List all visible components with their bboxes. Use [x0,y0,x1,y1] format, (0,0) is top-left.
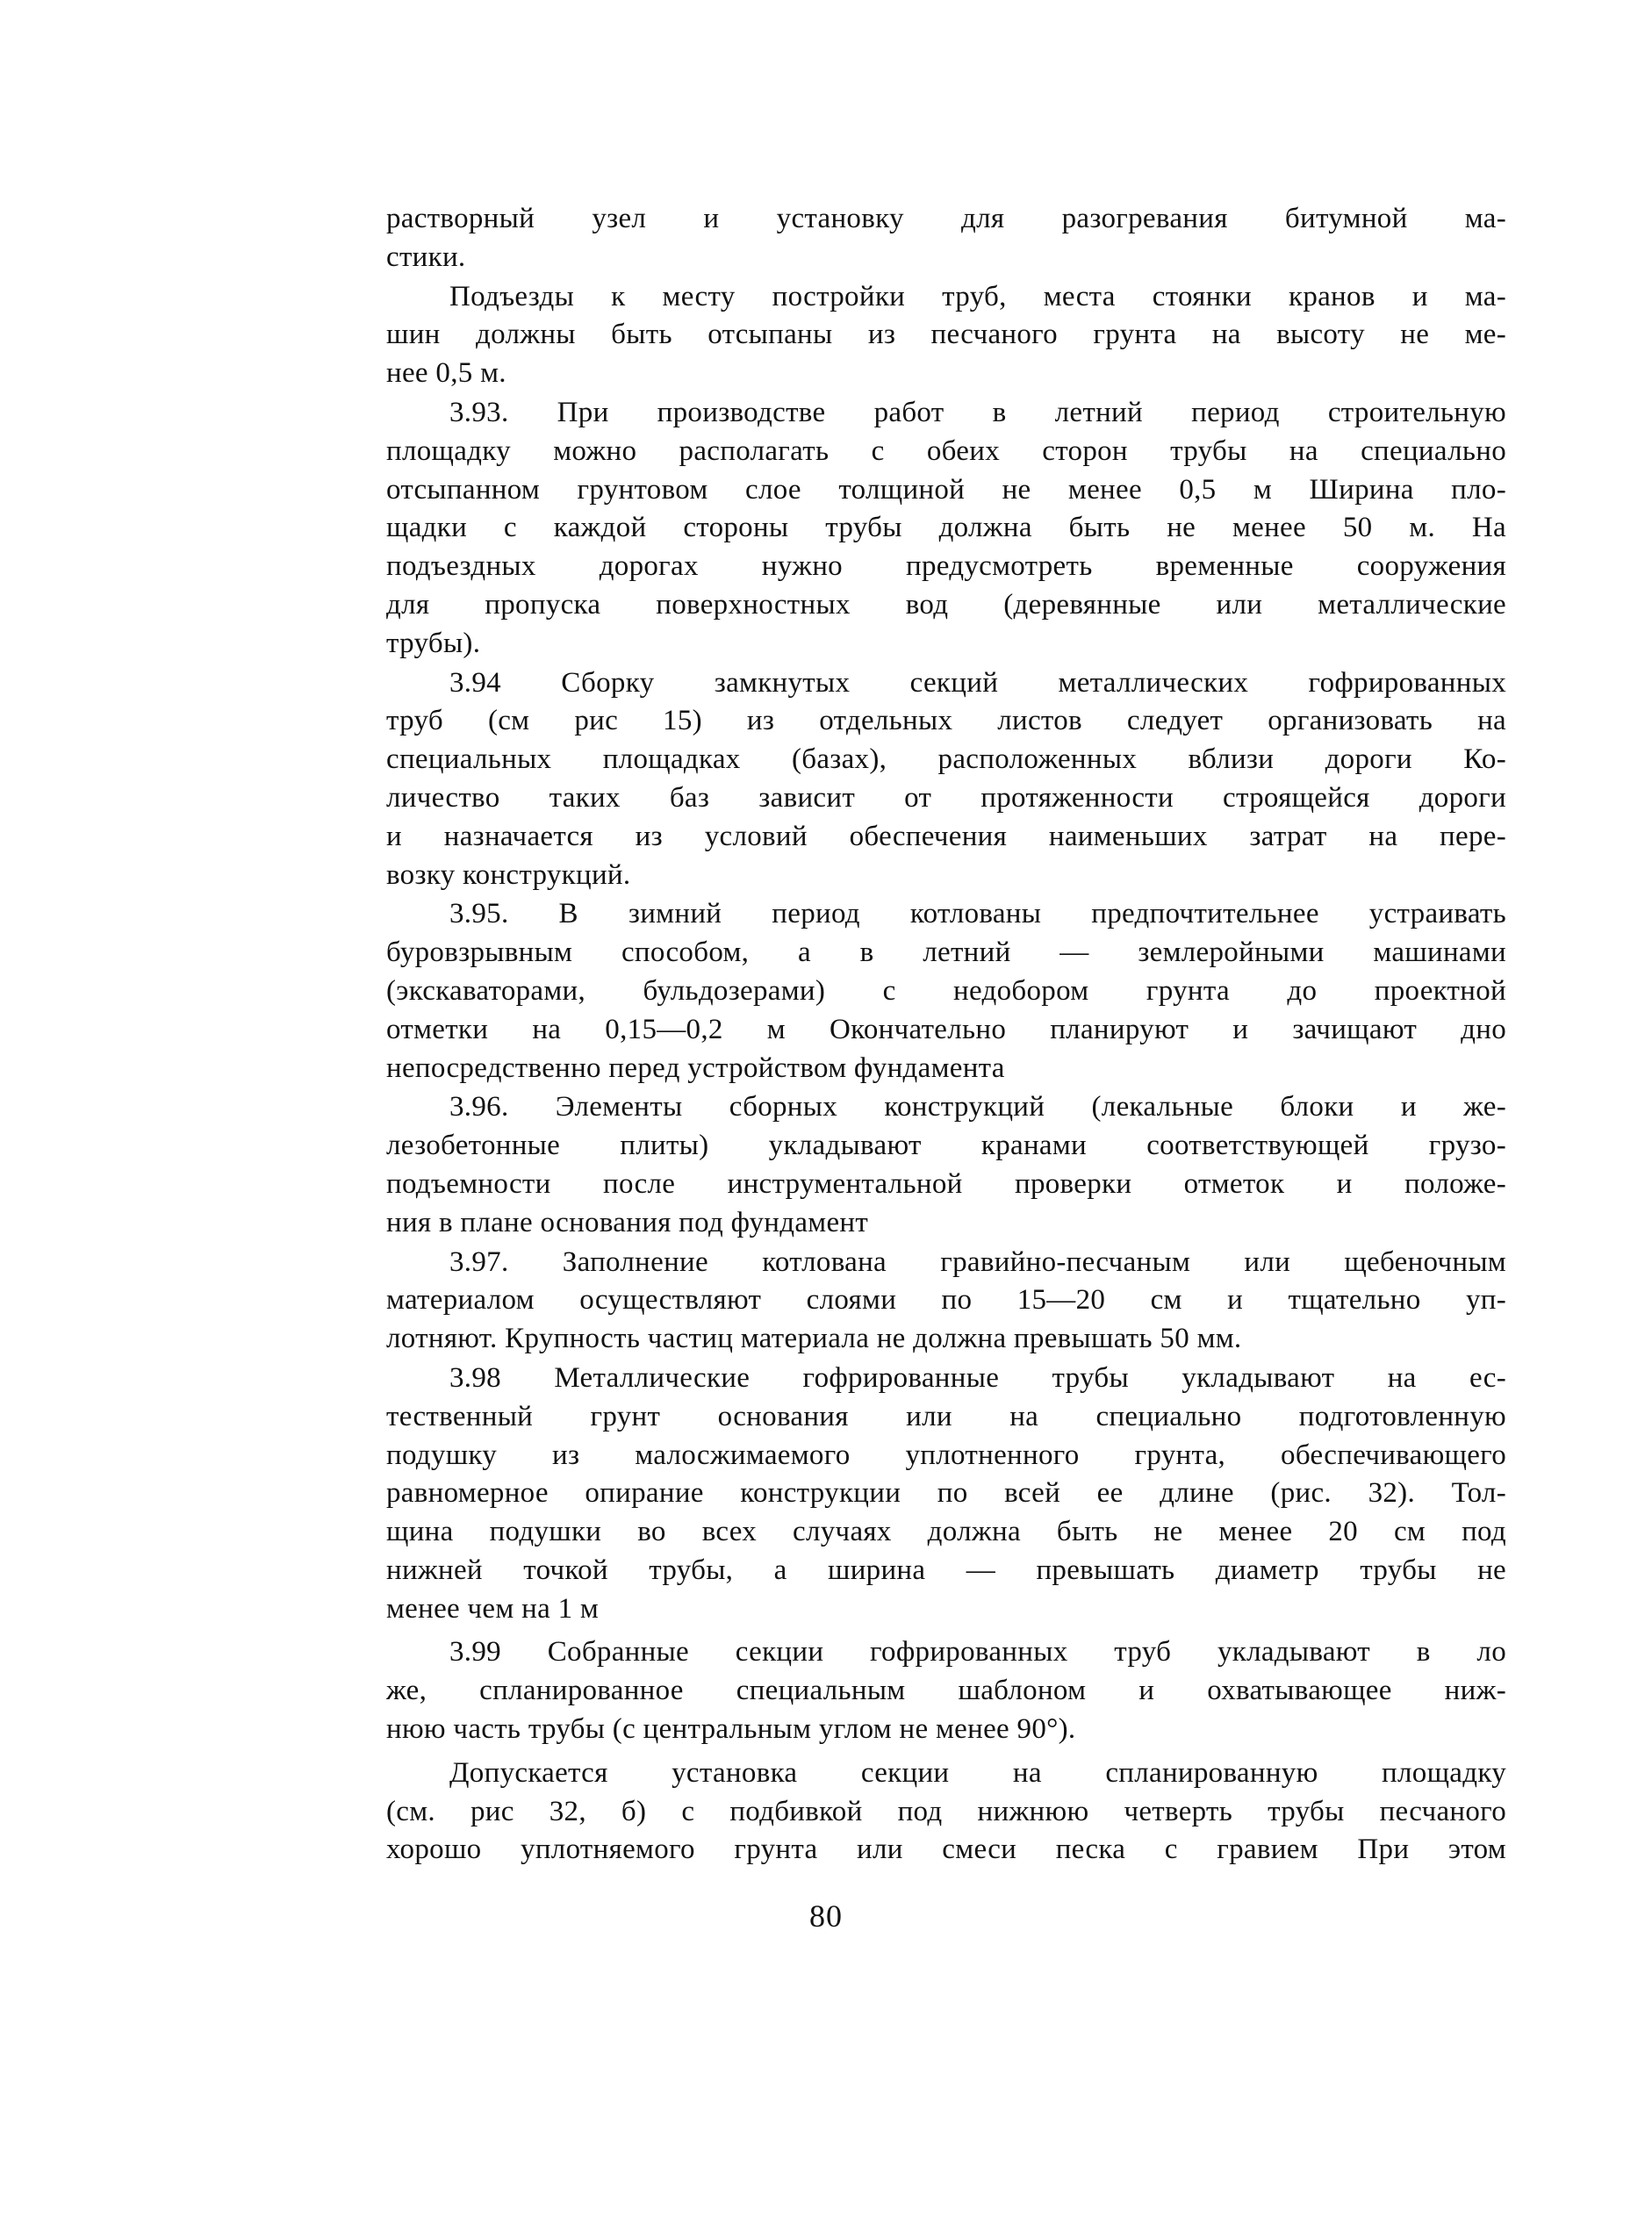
text-line: отсыпанном грунтовом слое толщиной не менее 0,5 м Ширина пло- [386,473,1506,506]
text-line: 3.95. В зимний период котлованы предпочтительнее устраивать [449,898,1506,930]
paragraph [386,200,1506,277]
paragraph [386,394,1506,664]
paragraph [386,1755,1506,1870]
text-line: лезобетонные плиты) укладывают кранами соответствующей грузо- [386,1130,1506,1162]
text-line: для пропуска поверхностных вод (деревянные или металлические [386,588,1506,621]
text-line: подушку из малосжимаемого уплотненного грунта, обеспечивающего [386,1439,1506,1471]
text-line: нюю часть трубы (с центральным углом не менее 90°). [386,1713,1076,1746]
text-line: менее чем на 1 м [386,1592,600,1625]
text-line: нижней точкой трубы, а ширина — превышать диаметр трубы не [386,1554,1506,1586]
paragraph [386,1088,1506,1242]
text-line: 3.96. Элементы сборных конструкций (лекальные блоки и же- [449,1091,1506,1123]
text-line: подъемности после инструментальной проверки отметок и положе- [386,1167,1506,1200]
text-line: материалом осуществляют слоями по 15—20 см и тщательно уп- [386,1284,1506,1317]
paragraph [386,664,1506,895]
text-line: равномерное опирание конструкции по всей ее длине (рис. 32). Тол- [386,1477,1506,1510]
text-line: (экскаваторами, бульдозерами) с недобором грунта до проектной [386,974,1506,1007]
text-line: буровзрывным способом, а в летний — землеройными машинами [386,937,1506,969]
text-line: 3.99 Собранные секции гофрированных труб укладывают в ло [449,1636,1506,1669]
text-line: отметки на 0,15—0,2 м Окончательно планируют и зачищают дно [386,1013,1506,1045]
page-number: 80 [809,1898,843,1934]
text-line: Подъезды к месту постройки труб, места стоянки кранов и ма- [449,280,1506,312]
paragraph [386,278,1506,393]
text-line: трубы). [386,627,481,659]
text-line: 3.97. Заполнение котлована гравийно-песчаным или щебеночным [449,1245,1506,1278]
page-body [386,200,1506,1870]
text-line: шин должны быть отсыпаны из песчаного грунта на высоту не ме- [386,319,1506,351]
text-line: щина подушки во всех случаях должна быть не менее 20 см под [386,1516,1506,1548]
text-line: нее 0,5 м. [386,357,506,390]
text-line: личество таких баз зависит от протяженности строящейся дороги [386,781,1506,814]
text-line: (см. рис 32, б) с подбивкой под нижнюю четверть трубы песчаного [386,1795,1506,1827]
text-line: труб (см рис 15) из отдельных листов следует организовать на [386,705,1506,737]
paragraph [386,895,1506,1087]
text-line: непосредственно перед устройством фундамента [386,1051,1005,1084]
text-line: стики. [386,240,466,273]
text-line: хорошо уплотняемого грунта или смеси песка с гравием При этом [386,1834,1506,1866]
text-line: щадки с каждой стороны трубы должна быть не менее 50 м. На [386,512,1506,544]
paragraph [386,1360,1506,1629]
text-line: и назначается из условий обеспечения наименьших затрат на пере- [386,820,1506,852]
text-line: специальных площадках (базах), расположенных вблизи дороги Ко- [386,743,1506,776]
text-line: же, спланированное специальным шаблоном и охватывающее ниж- [386,1675,1506,1707]
paragraph [386,1244,1506,1359]
text-line: площадку можно располагать с обеих сторон трубы на специально [386,434,1506,467]
text-line: тественный грунт основания или на специально подготовленную [386,1400,1506,1432]
text-line: лотняют. Крупность частиц материала не должна превышать 50 мм. [386,1323,1242,1355]
text-line: 3.98 Металлические гофрированные трубы укладывают на ес- [449,1361,1506,1394]
text-line: 3.94 Сборку замкнутых секций металлических гофрированных [449,666,1506,699]
text-line: подъездных дорогах нужно предусмотреть временные сооружения [386,550,1506,583]
text-line: ния в плане основания под фундамент [386,1206,869,1238]
text-line: возку конструкций. [386,858,631,891]
text-line: 3.93. При производстве работ в летний период строительную [449,396,1506,428]
text-line: растворный узел и установку для разогревания битумной ма- [386,203,1506,234]
paragraph [386,1633,1506,1748]
text-line: Допускается установка секции на спланированную площадку [449,1756,1506,1789]
